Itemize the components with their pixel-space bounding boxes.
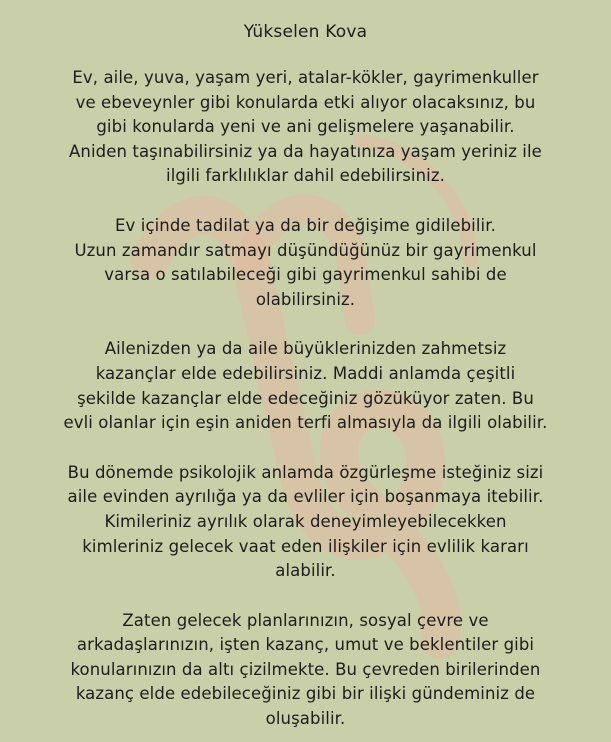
paragraph-line: gibi konularda yeni ve ani gelişmelere yaşanabilir. <box>96 117 515 137</box>
paragraph-line: alabilir. <box>275 561 336 581</box>
paragraph-line: Aniden taşınabilirsiniz ya da hayatınıza yaşam yeriniz ile <box>69 141 542 161</box>
paragraph-line: oluşabilir. <box>265 709 346 729</box>
paragraph-4 <box>16 461 596 584</box>
paragraph-line: arkadaşlarınızın, işten kazanç, umut ve beklentiler gibi <box>76 635 535 655</box>
paragraph-5 <box>16 609 596 732</box>
paragraph-line: Ev, aile, yuva, yaşam yeri, atalar-kökler, gayrimenkuller <box>72 68 539 87</box>
paragraph-line: Zaten gelecek planlarınızın, sosyal çevre ve <box>122 610 489 630</box>
paragraph-line: ve ebeveynler gibi konularda etki alıyor olacaksınız, bu <box>75 92 536 112</box>
paragraph-line: kazançlar elde edebilirsiniz. Maddi anlamda çeşitli <box>95 363 516 383</box>
paragraph-line: Kimileriniz ayrılık olarak deneyimleyebilecekken <box>104 511 507 531</box>
paragraph-line: olabilirsiniz. <box>255 289 356 309</box>
paragraph-line: kimleriniz gelecek vaat eden ilişkiler için evlilik kararı <box>82 536 529 556</box>
paragraph-line: Ev içinde tadilat ya da bir değişime gidilebilir. <box>115 215 496 235</box>
paragraph-line: şekilde kazançlar elde edeceğiniz gözüküyor zaten. Bu <box>77 388 534 408</box>
paragraph-line: ilgili farklılıklar dahil edebilirsiniz. <box>166 166 445 186</box>
page-title: Yükselen Kova <box>243 22 368 42</box>
paragraph-line: aile evinden ayrılığa ya da evliler için boşanmaya itebilir. <box>67 487 544 507</box>
paragraph-line: Ailenizden ya da aile büyüklerinizden zahmetsiz <box>104 339 507 359</box>
paragraph-3 <box>16 337 596 435</box>
paragraph-line: Uzun zamandır satmayı düşündüğünüz bir gayrimenkul <box>74 240 537 260</box>
paragraph-line: evli olanlar için eşin aniden terfi almasıyla da ilgili olabilir. <box>63 413 548 433</box>
paragraph-line: konularınızın da altı çizilmekte. Bu çevreden birilerinden <box>70 659 541 679</box>
paragraph-1 <box>16 66 596 189</box>
paragraph-2 <box>16 214 596 312</box>
paragraph-line: varsa o satılabileceği gibi gayrimenkul sahibi de <box>104 265 507 285</box>
paragraph-line: Bu dönemde psikolojik anlamda özgürleşme isteğiniz sizi <box>67 462 544 482</box>
paragraph-line: kazanç elde edebileceğiniz gibi bir ilişki gündeminiz de <box>75 684 536 704</box>
